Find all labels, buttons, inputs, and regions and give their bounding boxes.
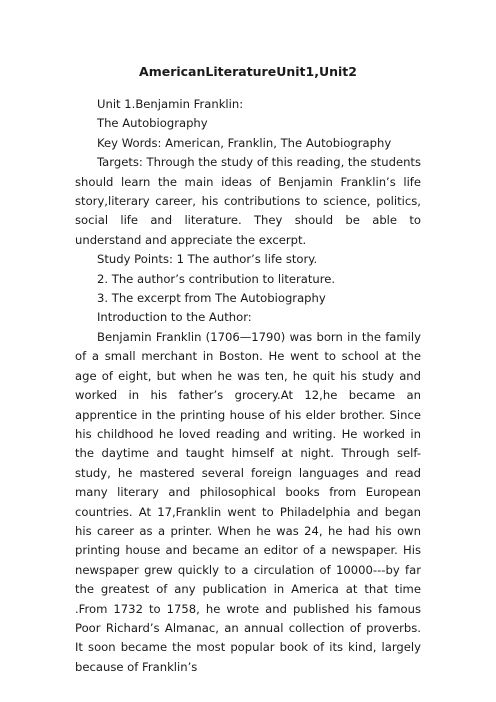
paragraph-study-points-2: 2. The author’s contribution to literature. (97, 271, 336, 286)
paragraph-intro-heading: Introduction to the Author: (97, 310, 252, 325)
paragraph-study-points-1: Study Points: 1 The author’s life story. (97, 252, 318, 267)
paragraph-study-points-3: 3. The excerpt from The Autobiography (97, 291, 326, 306)
paragraph-work: The Autobiography (97, 116, 208, 131)
paragraph-keywords: Key Words: American, Franklin, The Autobiography (97, 135, 392, 150)
page-title: AmericanLiteratureUnit1,Unit2 (139, 64, 357, 79)
paragraph-targets: Targets: Through the study of this reading, the students should learn the main ideas of Benjamin Franklin’s life story,literary career, his contributions to science, politics, social life and literature. They should be able to understand and appreciate the excerpt. (75, 155, 422, 247)
paragraph-biography: Benjamin Franklin (1706—1790) was born in the family of a small merchant in Boston. He went to school at the age of eight, but when he was ten, he quit his study and worked in his father’s grocery.At 12,he became an apprentice in the printing house of his elder brother. Since his childhood he loved reading and writing. He worked in the daytime and taught himself at night. Through self-study, he mastered several foreign languages and read many literary and philosophical books from European countries. At 17,Franklin went to Philadelphia and began his career as a printer. When he was 24, he had his own printing house and became an editor of a newspaper. His newspaper grew quickly to a circulation of 10000---by far the greatest of any publication in America at that time .From 1732 to 1758, he wrote and published his famous Poor Richard’s Almanac, an annual collection of proverbs. It soon became the most popular book of its kind, largely because of Franklin’s (75, 329, 421, 674)
document-body (75, 95, 421, 677)
paragraph-unit: Unit 1.Benjamin Franklin: (97, 97, 244, 111)
